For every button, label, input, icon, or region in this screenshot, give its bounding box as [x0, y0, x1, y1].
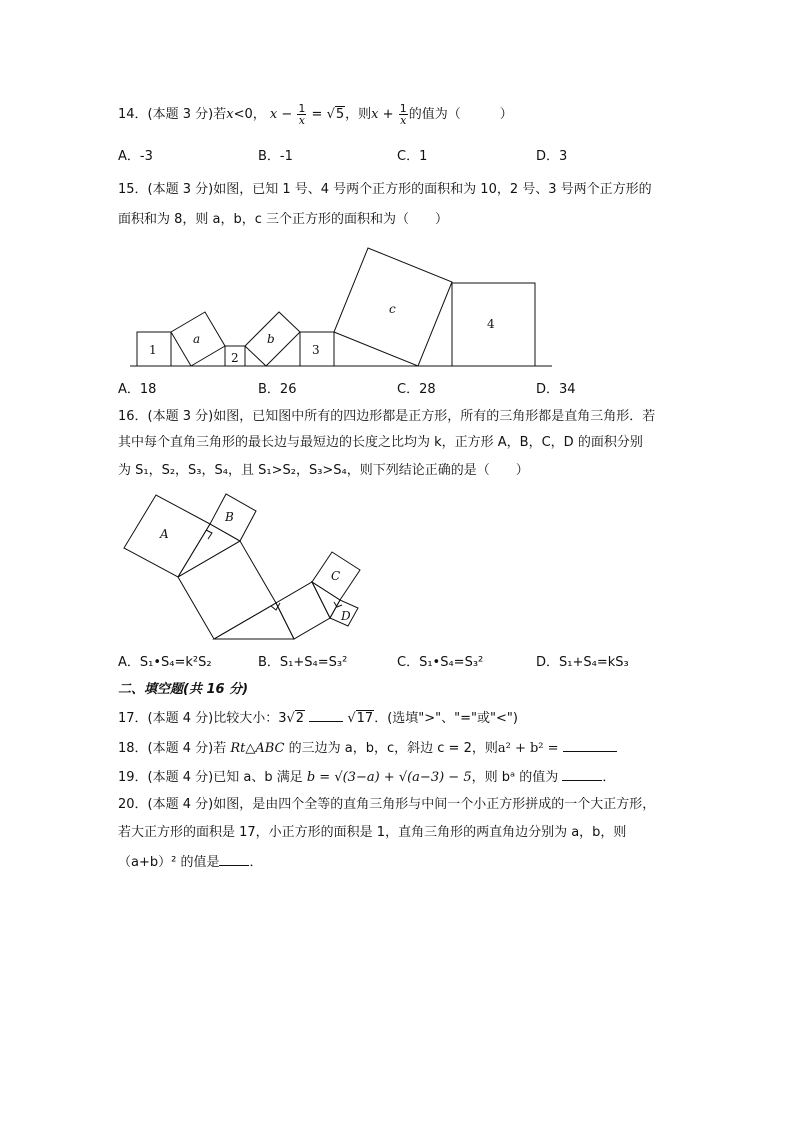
q18-answer-blank[interactable] [563, 737, 617, 752]
label-A: A [160, 527, 169, 541]
square-middle [178, 541, 276, 639]
q14-cond: <0， [233, 107, 266, 122]
q14-option-b[interactable]: B．-1 [258, 149, 293, 164]
q14-option-a[interactable]: A．-3 [118, 149, 153, 164]
label-2: 2 [231, 351, 239, 365]
q15-option-d[interactable]: D．34 [536, 382, 576, 397]
frac-den: x [298, 114, 306, 127]
q16-figure [118, 488, 368, 648]
q14-minus: − [277, 107, 297, 122]
q14-option-c[interactable]: C．1 [397, 149, 428, 164]
frac-num: 1 [399, 102, 407, 115]
sqrt-sign: √ [286, 711, 295, 726]
q15-line2: 面积和为 8，则 a，b，c 三个正方形的面积和为（ ） [118, 212, 449, 227]
q14-fraction [297, 103, 306, 126]
q17-sqrt-b: 17 [356, 711, 374, 726]
q17-prefix: 17．(本题 4 分)比较大小：3 [118, 711, 287, 726]
q14-option-d[interactable]: D．3 [536, 149, 568, 164]
q20-answer-blank[interactable] [219, 851, 249, 866]
q18-prefix: 18．(本题 4 分)若 [118, 741, 231, 756]
label-3: 3 [312, 343, 320, 357]
q14-sqrt-value: 5 [335, 107, 345, 122]
q20-line1: 20．(本题 4 分)如图，是由四个全等的直角三角形与中间一个小正方形拼成的一个大正方形， [118, 797, 656, 812]
q19-stem [118, 766, 615, 788]
triangle-right [312, 582, 340, 618]
triangle-bottom [214, 603, 294, 639]
q14-suffix: 的值为（ ） [408, 107, 513, 122]
q16-line1: 16．(本题 3 分)如图，已知图中所有的四边形都是正方形，所有的三角形都是直角三角形．若 [118, 409, 656, 424]
q16-option-c[interactable]: C．S₁•S₄=S₃² [397, 655, 484, 670]
q17-answer-blank[interactable] [309, 707, 343, 722]
label-c: c [389, 302, 396, 316]
q14-cond-var: x [226, 107, 234, 122]
label-a: a [193, 332, 201, 346]
q16-option-b[interactable]: B．S₁+S₄=S₃² [258, 655, 348, 670]
q14-then: ，则 [345, 107, 372, 122]
label-b: b [267, 332, 275, 346]
q17-suffix: ．(选填">"、"="或"<") [374, 711, 518, 726]
section-2-title: 二、填空题(共 16 分) [118, 682, 249, 697]
label-D: D [341, 609, 351, 623]
q20-end: ． [249, 855, 263, 870]
q15-option-a[interactable]: A．18 [118, 382, 157, 397]
label-4: 4 [487, 317, 495, 331]
q16-line3: 为 S₁，S₂，S₃，S₄，且 S₁>S₂，S₃>S₄，则下列结论正确的是（ ） [118, 463, 529, 478]
q14-expr-var: x [269, 107, 278, 122]
q17-stem [118, 707, 518, 729]
q16-option-a[interactable]: A．S₁•S₄=k²S₂ [118, 655, 212, 670]
q14-stem [118, 103, 513, 126]
sqrt-sign: √ [326, 107, 335, 122]
q15-figure [130, 245, 560, 375]
q18-triangle: Rt△ABC [230, 741, 285, 756]
q18-expr: a² + b² = [497, 741, 559, 756]
q14-equals: = [307, 107, 327, 122]
sqrt-sign: √ [347, 711, 356, 726]
label-C: C [331, 569, 341, 583]
q16-option-d[interactable]: D．S₁+S₄=kS₃ [536, 655, 629, 670]
q17-sqrt-a: 2 [295, 711, 305, 726]
q20-line2: 若大正方形的面积是 17，小正方形的面积是 1，直角三角形的两直角边分别为 a，b，则 [118, 825, 627, 840]
q19-suffix: ，则 bᵃ 的值为 [471, 770, 559, 785]
q20-line3-text: （a+b）² 的值是 [118, 855, 220, 870]
q15-option-b[interactable]: B．26 [258, 382, 297, 397]
q14-prefix: 14．(本题 3 分)若 [118, 107, 227, 122]
q19-prefix: 19．(本题 4 分)已知 a、b 满足 [118, 770, 307, 785]
label-B: B [225, 510, 234, 524]
label-1: 1 [149, 343, 157, 357]
right-angle-mark-1 [206, 530, 212, 539]
q16-line2: 其中每个直角三角形的最长边与最短边的长度之比均为 k，正方形 A，B，C，D 的面积分别 [118, 435, 643, 450]
q14-expr2-var: x [371, 107, 379, 122]
q19-end: ． [602, 770, 616, 785]
q15-line1: 15．(本题 3 分)如图，已知 1 号、4 号两个正方形的面积和为 10，2 号、3 号两个正方形的 [118, 182, 652, 197]
q19-answer-blank[interactable] [562, 766, 602, 781]
q18-stem [118, 737, 617, 759]
q20-line3 [118, 851, 262, 873]
frac-num: 1 [298, 102, 306, 115]
frac-den: x [400, 114, 407, 127]
q14-fraction-2 [399, 103, 408, 126]
q14-plus: + [378, 107, 398, 122]
q19-expr: b = √(3−a) + √(a−3) − 5 [306, 770, 472, 785]
q15-option-c[interactable]: C．28 [397, 382, 436, 397]
square-right [276, 582, 330, 639]
q18-mid: 的三边为 a，b，c，斜边 c = 2，则 [284, 741, 498, 756]
